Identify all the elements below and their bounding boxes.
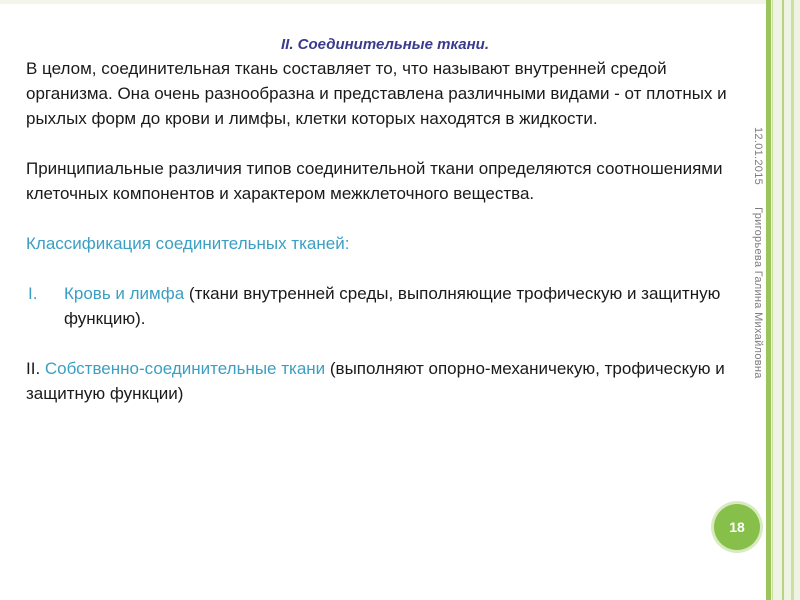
frame-stripe	[772, 0, 773, 600]
top-border	[0, 0, 800, 4]
frame-stripe	[791, 0, 794, 600]
item-two-prefix: II.	[26, 359, 45, 378]
list-item	[26, 281, 746, 331]
spacer	[26, 256, 746, 281]
list-item-text	[64, 281, 746, 331]
list-item-highlight: Кровь и лимфа	[64, 284, 185, 303]
item-two-description: (выполняют опорно-механичекую, трофическую и защитную функции)	[26, 359, 725, 403]
slide-date: 12.01.2015	[752, 127, 764, 186]
classification-list	[26, 281, 746, 331]
item-two-highlight: Собственно-соединительные ткани	[44, 359, 326, 378]
slide-content	[26, 34, 746, 406]
frame-stripe	[766, 0, 771, 600]
spacer	[26, 206, 746, 231]
principles-paragraph: Принципиальные различия типов соединительной ткани определяются соотношениями клеточных компонентов и характером межклеточного вещества.	[26, 159, 723, 203]
list-marker: I.	[28, 284, 38, 303]
spacer	[26, 131, 746, 156]
classification-heading: Классификация соединительных тканей:	[26, 234, 350, 253]
side-footer	[752, 127, 764, 379]
intro-paragraph: В целом, соединительная ткань составляет то, что называют внутренней средой организма. Она очень разнообразна и представлена различными видами - от плотных и рыхлых форм до крови и лимфы, клетки которых находятся в жидкости.	[26, 59, 727, 128]
slide-title: II. Соединительные ткани.	[281, 36, 489, 53]
frame-stripe	[782, 0, 784, 600]
page-number-badge: 18	[714, 504, 760, 550]
list-item-description: (ткани внутренней среды, выполняющие трофическую и защитную функцию).	[64, 284, 721, 328]
spacer	[26, 331, 746, 356]
slide-author: Григорьева Галина Михайловна	[752, 207, 764, 379]
item-two	[26, 356, 746, 406]
